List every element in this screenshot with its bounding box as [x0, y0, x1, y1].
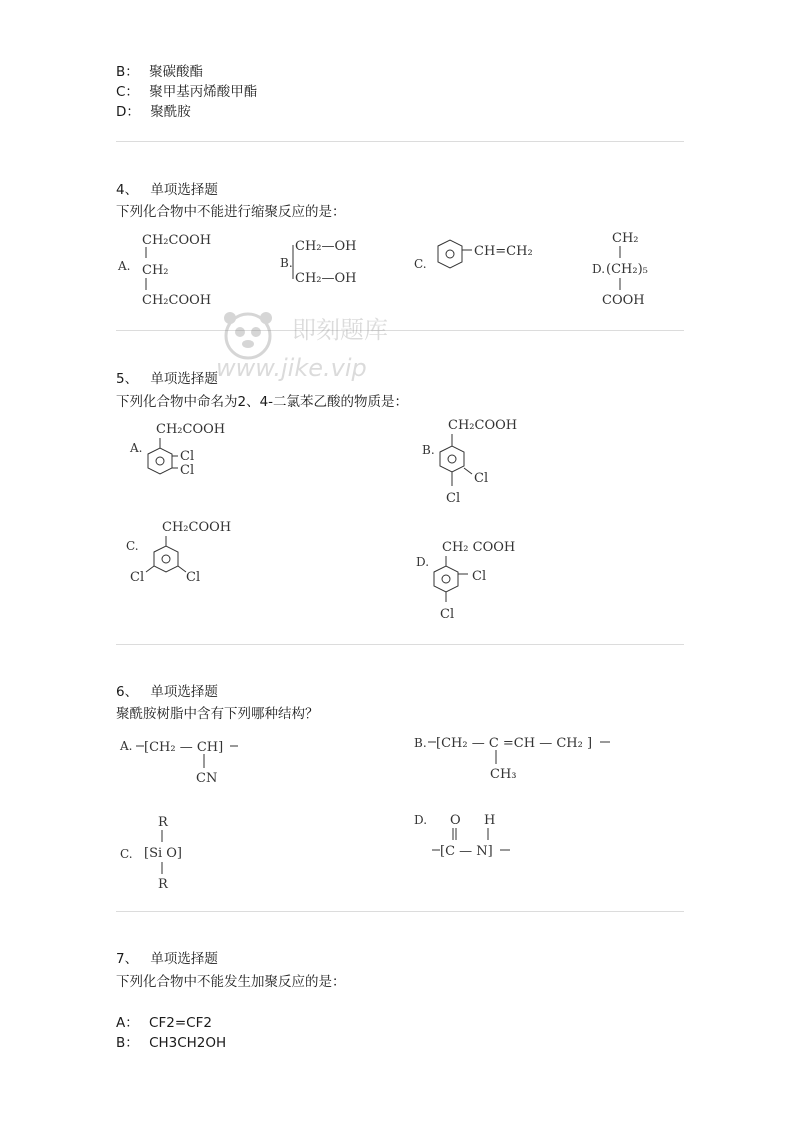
- substituent-1: Cl: [472, 569, 487, 584]
- substituent-2: Cl: [440, 607, 455, 622]
- question-type: 单项选择题: [150, 951, 218, 967]
- q5-option-c[interactable]: [124, 516, 254, 592]
- option-label: A.: [118, 259, 131, 273]
- formula-top: CH₂COOH: [162, 520, 232, 535]
- q7-header: [116, 950, 218, 968]
- option-label: C.: [120, 847, 133, 861]
- watermark-cn: 即刻题库: [292, 316, 388, 344]
- question-type: 单项选择题: [150, 182, 218, 198]
- q4-option-d[interactable]: [592, 228, 682, 316]
- option-key: B：: [116, 1035, 139, 1051]
- option-label: D.: [414, 813, 428, 827]
- polymer-chain: [Si O]: [144, 846, 182, 861]
- option-key: C：: [116, 84, 139, 100]
- formula-sub: CH=CH₂: [474, 244, 533, 259]
- q3-option-d[interactable]: [116, 103, 191, 121]
- polymer-chain: [CH₂ — C =CH — CH₂ ]: [436, 736, 593, 751]
- formula-bottom: COOH: [602, 293, 645, 308]
- option-label: A.: [120, 739, 133, 753]
- substituent-bottom: R: [158, 877, 168, 892]
- option-key: B：: [116, 64, 139, 80]
- question-number: 4、: [116, 182, 139, 198]
- q7-option-a[interactable]: [116, 1014, 212, 1032]
- question-number: 7、: [116, 951, 139, 967]
- polymer-chain: [CH₂ — CH]: [144, 740, 224, 755]
- q3-option-b[interactable]: [116, 63, 203, 81]
- substituent-1: Cl: [180, 449, 195, 464]
- divider: [116, 141, 684, 142]
- question-number: 5、: [116, 371, 139, 387]
- option-label: B.: [280, 256, 293, 270]
- atom-h: H: [484, 813, 496, 828]
- formula-top: CH₂—OH: [295, 239, 357, 254]
- substituent-1: Cl: [474, 471, 489, 486]
- option-label: A.: [130, 441, 143, 455]
- substituent-2: Cl: [446, 491, 461, 506]
- option-label: C.: [414, 257, 427, 271]
- q5-header: [116, 370, 218, 388]
- watermark: [210, 300, 450, 400]
- substituent-top: R: [158, 815, 168, 830]
- polymer-chain: [C — N]: [440, 844, 493, 859]
- formula-bottom: CH₂—OH: [295, 271, 357, 286]
- q7-option-b[interactable]: [116, 1034, 226, 1052]
- option-label: C.: [126, 539, 139, 553]
- formula-top: CH₂ COOH: [442, 540, 516, 555]
- q6-header: [116, 683, 218, 701]
- atom-o: O: [450, 813, 461, 828]
- option-label: D.: [416, 555, 430, 569]
- q4-header: [116, 181, 218, 199]
- option-key: D：: [116, 104, 140, 120]
- divider: [116, 911, 684, 912]
- formula-mid: CH₂: [142, 263, 169, 278]
- q4-option-c[interactable]: [414, 236, 544, 286]
- formula-mid: (CH₂)₅: [606, 262, 648, 277]
- q6-stem: 聚酰胺树脂中含有下列哪种结构？: [116, 706, 319, 722]
- option-text: 聚酰胺: [150, 104, 191, 120]
- substituent-2: Cl: [180, 463, 195, 478]
- q5-option-a[interactable]: [128, 418, 248, 492]
- divider: [116, 644, 684, 645]
- q4-option-b[interactable]: [280, 235, 380, 295]
- substituent: CH₃: [490, 767, 517, 782]
- option-text: 聚碳酸酯: [149, 64, 204, 80]
- substituent: CN: [196, 771, 218, 786]
- q6-option-c[interactable]: [120, 812, 240, 898]
- option-key: A：: [116, 1015, 139, 1031]
- option-label: B.: [414, 736, 427, 750]
- substituent-2: Cl: [186, 570, 201, 585]
- formula-bottom: CH₂COOH: [142, 293, 212, 308]
- q6-option-b[interactable]: [414, 730, 624, 790]
- q5-option-b[interactable]: [420, 414, 540, 512]
- q4-stem: 下列化合物中不能进行缩聚反应的是：: [116, 204, 346, 220]
- formula-top: CH₂: [612, 231, 639, 246]
- question-type: 单项选择题: [150, 371, 218, 387]
- q6-option-a[interactable]: [120, 732, 260, 796]
- q7-stem: 下列化合物中不能发生加聚反应的是：: [116, 974, 346, 990]
- question-type: 单项选择题: [150, 684, 218, 700]
- option-text: CH3CH2OH: [149, 1035, 227, 1051]
- q5-stem: 下列化合物中命名为2、4-二氯苯乙酸的物质是：: [116, 394, 409, 410]
- q6-option-d[interactable]: [414, 810, 534, 870]
- formula-top: CH₂COOH: [142, 233, 212, 248]
- q5-option-d[interactable]: [414, 536, 544, 630]
- option-label: B.: [422, 443, 435, 457]
- watermark-url: www.jike.vip: [216, 354, 367, 382]
- substituent-1: Cl: [130, 570, 145, 585]
- option-text: 聚甲基丙烯酸甲酯: [149, 84, 258, 100]
- q3-option-c[interactable]: [116, 83, 257, 101]
- formula-top: CH₂COOH: [448, 418, 518, 433]
- formula-top: CH₂COOH: [156, 422, 226, 437]
- option-text: CF2=CF2: [149, 1015, 212, 1031]
- question-number: 6、: [116, 684, 139, 700]
- option-label: D.: [592, 262, 606, 276]
